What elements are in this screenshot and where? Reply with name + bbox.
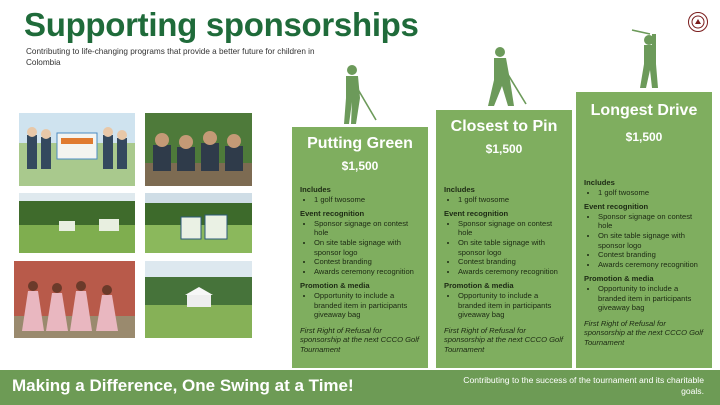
card-price: $1,500 (625, 130, 663, 144)
golfer-silhouette-icon (628, 26, 666, 90)
includes-heading: Includes (300, 185, 331, 194)
list-item: • Awards ceremony recognition (314, 267, 422, 277)
footer-tagline: Making a Difference, One Swing at a Time! (12, 376, 354, 395)
organization-seal-icon (688, 12, 708, 32)
photo-dancers-performing (14, 261, 135, 338)
footer-note: Contributing to the success of the tournament and its charitable goals. (463, 375, 704, 396)
footer-banner (0, 370, 720, 405)
list-item: • Opportunity to include a branded item in participants giveaway bag (458, 291, 566, 320)
list-item: • Sponsor signage on contest hole (598, 212, 706, 231)
list-item: • Sponsor signage on contest hole (458, 219, 566, 238)
sponsorship-card-putting-green (292, 127, 428, 368)
page-subtitle: Contributing to life-changing programs that provide a better future for children in Colombia (26, 47, 315, 67)
list-item: • 1 golf twosome (598, 188, 706, 198)
includes-heading: Includes (444, 185, 475, 194)
card-title: Closest to Pin (450, 118, 558, 135)
photo-contest-signs-on-grass (145, 193, 252, 253)
list-item: • 1 golf twosome (314, 195, 422, 205)
list-item: • On site table signage with sponsor logo (598, 231, 706, 250)
media-heading: Promotion & media (584, 274, 654, 284)
includes-heading: Includes (584, 178, 615, 187)
list-item: • Contest branding (314, 257, 422, 267)
list-item: • Opportunity to include a branded item in participants giveaway bag (314, 291, 422, 320)
list-item: • On site table signage with sponsor logo (458, 238, 566, 257)
list-item: • Sponsor signage on contest hole (314, 219, 422, 238)
sponsorship-card-closest-to-pin (436, 110, 572, 368)
photo-golf-course-signs (19, 193, 135, 253)
card-title: Longest Drive (590, 102, 698, 119)
list-item: • On site table signage with sponsor logo (314, 238, 422, 257)
media-heading: Promotion & media (444, 281, 514, 291)
photo-event-tent-on-course (145, 261, 252, 338)
recognition-heading: Event recognition (584, 202, 649, 212)
list-item: • Awards ceremony recognition (598, 260, 706, 270)
card-price: $1,500 (485, 142, 523, 156)
refusal-note: First Right of Refusal for sponsorship at the next CCCO Golf Tournament (444, 325, 564, 354)
recognition-heading: Event recognition (300, 209, 365, 219)
list-item: • 1 golf twosome (458, 195, 566, 205)
golfer-silhouette-icon (336, 64, 380, 126)
refusal-note: First Right of Refusal for sponsorship at the next CCCO Golf Tournament (300, 325, 420, 354)
sponsorship-card-longest-drive (576, 92, 712, 368)
list-item: • Contest branding (598, 250, 706, 260)
card-title: Putting Green (307, 135, 413, 152)
list-item: • Contest branding (458, 257, 566, 267)
golfer-silhouette-icon (480, 46, 530, 108)
card-price: $1,500 (341, 159, 379, 173)
refusal-note: First Right of Refusal for sponsorship at the next CCCO Golf Tournament (584, 318, 704, 347)
photo-children-with-banner (19, 113, 135, 186)
page-title: Supporting sponsorships (24, 6, 419, 43)
list-item: • Opportunity to include a branded item in participants giveaway bag (598, 284, 706, 313)
recognition-heading: Event recognition (444, 209, 509, 219)
media-heading: Promotion & media (300, 281, 370, 291)
list-item: • Awards ceremony recognition (458, 267, 566, 277)
photo-children-sitting-outdoors (145, 113, 252, 186)
